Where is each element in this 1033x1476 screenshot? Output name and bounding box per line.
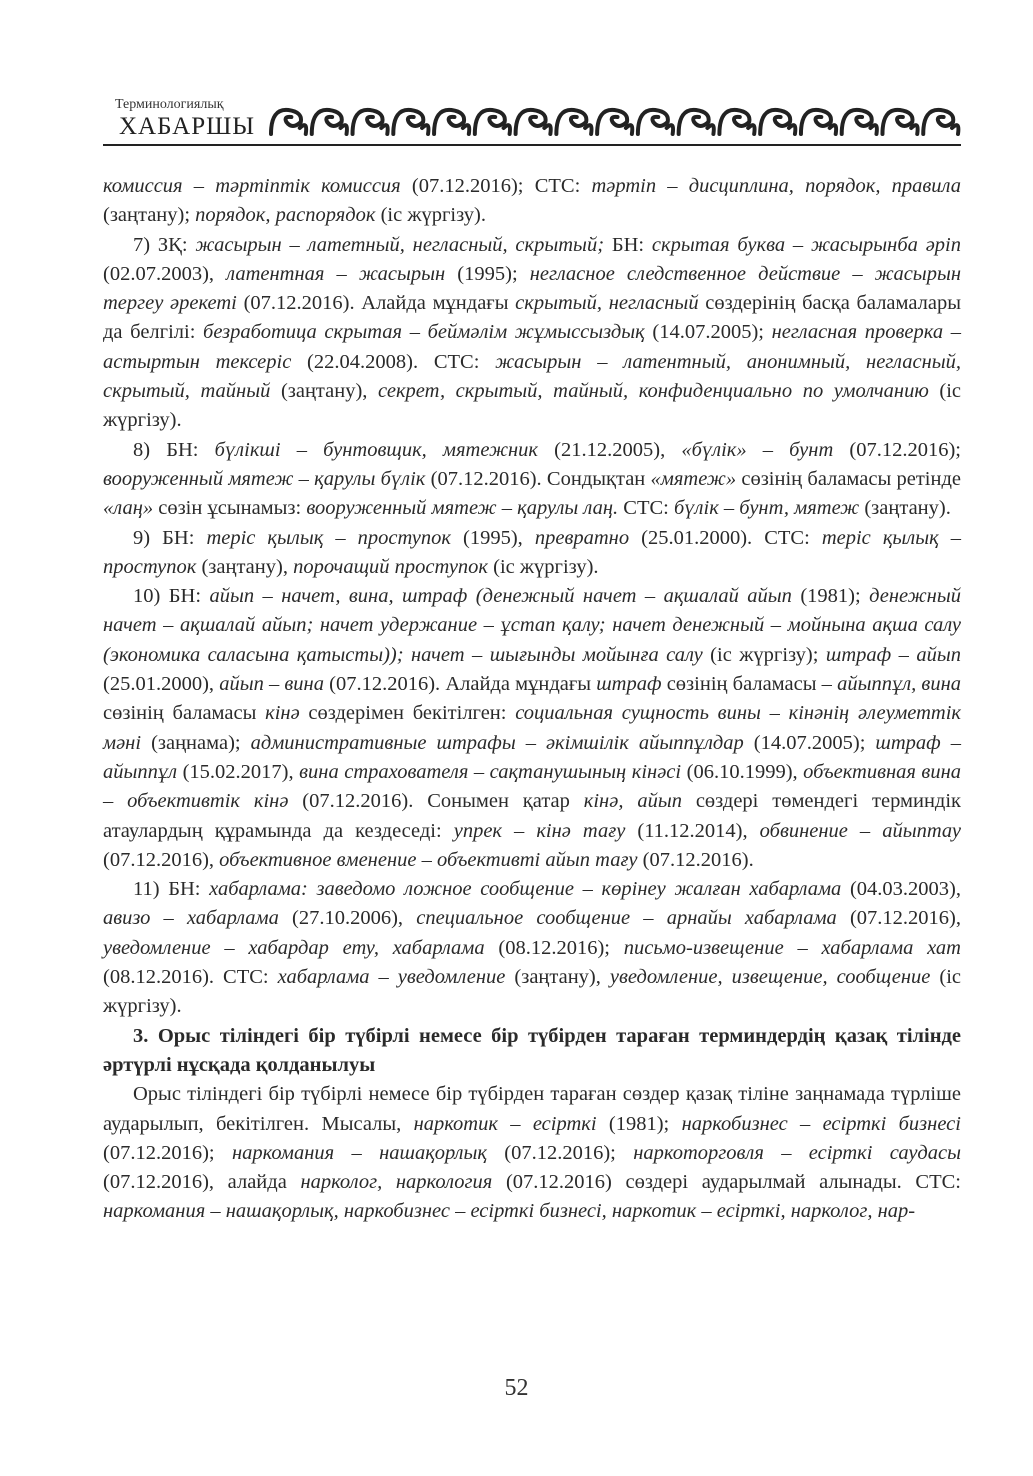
text-run: (іс жүргізу); [702, 643, 826, 666]
term-italic: скрытый, негласный [515, 292, 699, 315]
text-run: (07.12.2016). Алайда мұндағы [323, 673, 597, 696]
text-run: (07.12.2016); [833, 438, 961, 461]
paragraph-section-3 [103, 1080, 961, 1226]
text-run: (07.12.2016) сөздері аударылмай алынады. СТС: [492, 1171, 962, 1194]
text-run: (07.12.2016). [637, 848, 754, 871]
term-italic: административные штрафы – әкімшілік айыппұлдар [250, 731, 744, 754]
term-italic: «мятеж» [650, 467, 737, 490]
term-italic: бүлік – бунт, мятеж [674, 497, 860, 520]
running-header [103, 96, 961, 148]
text-run: сөздері төмендегі терминдік атаулардың құрамында да кездеседі: [103, 790, 962, 842]
term-italic: кінә, айып [583, 790, 682, 813]
text-run: 9) БН: [133, 526, 207, 549]
text-run: (14.07.2005); [743, 731, 876, 754]
text-run: (07.12.2016). Сонымен қатар [288, 790, 584, 813]
term-italic: безработица скрытая – беймәлім жұмыссыздық [203, 321, 645, 344]
text-run: (07.12.2016). Сондықтан [425, 467, 651, 490]
term-italic: объективное вменение – объективті айып тағу [219, 848, 638, 871]
term-italic: уведомление, извещение, сообщение [609, 966, 931, 989]
text-run: (15.02.2017), [177, 760, 300, 783]
term-italic: письмо-извещение – хабарлама хат [623, 936, 961, 959]
text-run: (1995), [450, 526, 535, 549]
text-run: (заңтану); [103, 204, 196, 227]
term-italic: наркобизнес – есірткі бизнесі [681, 1112, 961, 1135]
text-run: (іс жүргізу). [103, 380, 962, 432]
term-italic: тәртіп – дисциплина, порядок, правила [591, 175, 961, 197]
term-italic: айыппұл, вина [837, 673, 962, 696]
header-rule [103, 144, 961, 146]
text-run: сөзінің баламасы ретінде [736, 467, 961, 490]
term-italic: кінә [265, 702, 300, 725]
term-italic: вина страхователя – сақтанушының кінәсі [299, 760, 682, 783]
text-run: (21.12.2005), [538, 438, 682, 461]
text-run: (11.12.2014), [625, 819, 760, 842]
text-run: 10) БН: [133, 585, 210, 608]
text-run: (1981); [791, 585, 870, 608]
text-run: (заңтану), [270, 380, 379, 403]
term-italic: «бүлік» – бунт [681, 438, 834, 461]
paragraph-item-9 [103, 524, 961, 583]
term-italic: скрытая буква – жасырынба әріп [651, 233, 961, 256]
term-italic: нарколог, наркология [300, 1171, 493, 1194]
text-run: Орыс тіліндегі бір түбірлі немесе бір түбірден тараған сөздер қазақ тіліне заңнамада түрліше аударылып, бекітілген. Мысалы, [103, 1083, 961, 1135]
term-italic: специальное сообщение – арнайы хабарлама [416, 907, 837, 930]
journal-name-large: ХАБАРШЫ [119, 113, 256, 140]
term-italic: обвинение – айыптау [759, 819, 961, 842]
text-run: (заңтану), [505, 966, 610, 989]
text-run: (22.04.2008). СТС: [291, 350, 496, 373]
term-italic: штраф [596, 673, 662, 696]
term-italic: наркомания – нашақорлық, наркобизнес – есірткі бизнесі, наркотик – есірткі, нарколог, нар- [103, 1200, 916, 1223]
text-run: сөздерімен бекітілген: [299, 702, 516, 725]
text-run: (іс жүргізу). [375, 204, 486, 227]
text-run: (іс жүргізу). [103, 966, 961, 1018]
text-run: СТС: [618, 497, 674, 520]
text-run: (02.07.2003), [103, 262, 227, 285]
term-italic: наркотик – есірткі [413, 1112, 597, 1135]
term-italic: теріс қылық – проступок [206, 526, 451, 549]
text-run: 8) БН: [133, 438, 215, 461]
page-number: 52 [504, 1375, 529, 1401]
term-italic: теріс қылық – проступок [103, 526, 961, 578]
text-run: сөзінің баламасы – [661, 673, 838, 696]
term-italic: хабарлама: заведомо ложное сообщение – көрінеу жалған хабарлама [209, 878, 842, 901]
term-italic: авизо – хабарлама [103, 907, 279, 930]
term-italic: комиссия – тәртіптік комиссия [103, 175, 401, 197]
term-italic: бүлікші – бунтовщик, мятежник [214, 438, 539, 461]
section-heading: 3. Орыс тіліндегі бір түбірлі немесе бір түбірден тараған терминдердің қазақ тілінде әртүрлі нұсқада қолданылуы [103, 1024, 961, 1076]
term-italic: социальная сущность вины – кінәнің әлеуметтік мәні [103, 702, 961, 754]
term-italic: наркомания – нашақорлық [231, 1141, 487, 1164]
text-run: (07.12.2016), [836, 907, 961, 930]
term-italic: секрет, скрытый, тайный, конфиденциально по умолчанию [378, 380, 929, 403]
text-run: БН: [604, 233, 652, 256]
text-run: (25.01.2000), [103, 673, 220, 696]
ornament-curl-icon [271, 110, 958, 134]
term-italic: объективная вина – объективтік кінә [103, 760, 962, 813]
term-italic: штраф – айыппұл [103, 731, 961, 783]
term-italic: хабарлама – уведомление [277, 966, 506, 989]
term-italic: упрек – кінә тағу [453, 819, 626, 842]
term-italic: «лаң» [103, 497, 154, 520]
text-run: (іс жүргізу). [488, 555, 599, 578]
term-italic: денежный начет – ақшалай айып; начет удержание – ұстап қалу; начет денежный – мойнына ақша салу (экономика саласына қатысты)); начет – шығынды мойынға салу [103, 585, 961, 666]
term-italic: жасырын – латентный, анонимный, негласный, скрытый, тайный [103, 350, 962, 403]
text-run: (07.12.2016); СТС: [400, 175, 592, 197]
text-run: (заңтану), [196, 555, 294, 578]
term-italic: негласное следственное действие – жасырын тергеу әрекеті [103, 262, 961, 315]
text-run: (08.12.2016); [484, 936, 624, 959]
term-italic: уведомление – хабардар ету, хабарлама [103, 936, 485, 959]
text-run: (08.12.2016). СТС: [103, 966, 278, 989]
text-run: сөздерінің басқа баламалары да белгілі: [103, 292, 961, 344]
paragraph-item-8 [103, 436, 961, 524]
paragraph-continued [103, 172, 961, 231]
term-italic: вооруженный мятеж – қарулы лаң. [306, 497, 619, 520]
term-italic: латентная – жасырын [226, 262, 446, 285]
term-italic: порочащий проступок [293, 555, 489, 578]
text-run: 11) БН: [133, 878, 210, 901]
ornament-band-icon [268, 100, 961, 140]
term-italic: штраф – айып [825, 643, 962, 666]
term-italic: жасырын – латетный, негласный, скрытый; [195, 233, 605, 256]
text-run: (07.12.2016). Алайда мұндағы [236, 292, 516, 315]
journal-name-small: Терминологиялық [115, 97, 224, 112]
term-italic: негласная проверка – астыртын тексеріс [103, 321, 961, 373]
term-italic: айып – начет, вина, штраф (денежный начет – ақшалай айып [209, 585, 792, 608]
paragraph-item-10 [103, 582, 961, 875]
term-italic: превратно [534, 526, 630, 549]
text-run: (25.01.2000). СТС: [629, 526, 822, 549]
text-run: (04.03.2003), [841, 878, 961, 901]
body-text [103, 172, 961, 1227]
text-run: (заңтану). [859, 497, 951, 520]
paragraph-item-11 [103, 875, 961, 1021]
text-run: (07.12.2016), алайда [103, 1171, 301, 1194]
text-run: (07.12.2016); [486, 1141, 634, 1164]
text-run: (1981); [596, 1112, 682, 1135]
text-run: (06.10.1999), [681, 760, 804, 783]
text-run: (07.12.2016), [103, 848, 220, 871]
text-run: сөзін ұсынамыз: [153, 497, 307, 520]
text-run: (заңнама); [141, 731, 251, 754]
text-run: сөзінің баламасы [103, 702, 266, 725]
text-run: (1995); [445, 262, 530, 285]
text-run: (27.10.2006), [278, 907, 417, 930]
text-run: (14.07.2005); [644, 321, 772, 344]
term-italic: наркоторговля – есірткі саудасы [633, 1141, 961, 1164]
text-run: (07.12.2016); [103, 1141, 232, 1164]
term-italic: айып – вина [219, 673, 324, 696]
text-run: 7) ЗҚ: [133, 233, 196, 256]
term-italic: порядок, распорядок [195, 204, 376, 227]
paragraph-item-7 [103, 231, 961, 436]
term-italic: вооруженный мятеж – қарулы бүлік [103, 467, 426, 490]
